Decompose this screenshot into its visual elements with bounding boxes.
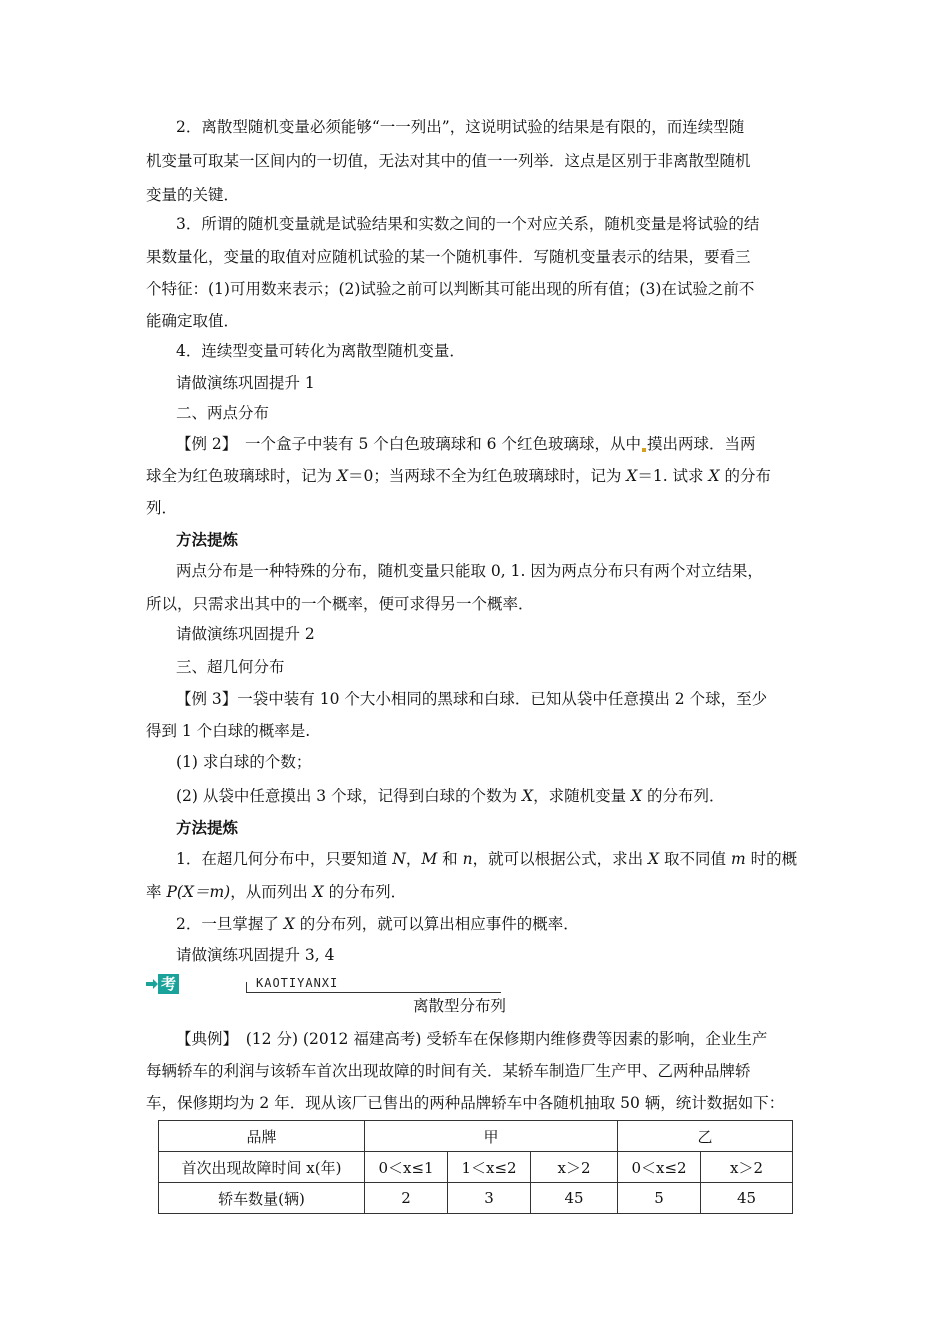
table-cell: 乙 [618, 1121, 793, 1152]
paragraph-line: 机变量可取某一区间内的一切值，无法对其中的值一一列举．这点是区别于非离散型随机 [146, 152, 751, 170]
banner-subtitle: KAOTIYANXI [256, 976, 339, 990]
method-heading: 方法提炼 [176, 531, 239, 549]
paragraph-line: 2．离散型随机变量必须能够“一一列出”，这说明试验的结果是有限的，而连续型随 [176, 118, 745, 136]
table-cell: 品牌 [159, 1121, 365, 1152]
table-cell: 1＜x≤2 [448, 1152, 531, 1183]
case-line: 车，保修期均为 2 年．现从该厂已售出的两种品牌轿车中各随机抽取 50 辆，统计数据如下： [146, 1094, 785, 1112]
table-row [159, 1121, 793, 1152]
example-3-line: 得到 1 个白球的概率是. [146, 722, 311, 740]
question-1: (1) 求白球的个数； [176, 753, 312, 771]
table-cell: x＞2 [701, 1152, 793, 1183]
table-cell: 45 [531, 1183, 618, 1214]
statistics-table [158, 1120, 793, 1214]
case-line: 【典例】 (12 分) (2012 福建高考) 受轿车在保修期内维修费等因素的影响，企业生产 [176, 1030, 768, 1048]
example-2-line: 球全为红色玻璃球时，记为 X＝0；当两球不全为红色玻璃球时，记为 X＝1. 试求 X 的分布 [146, 467, 771, 485]
table-cell: x＞2 [531, 1152, 618, 1183]
stray-mark [642, 448, 646, 452]
table-row [159, 1152, 793, 1183]
table-cell: 首次出现故障时间 x(年) [159, 1152, 365, 1183]
practice-note: 请做演练巩固提升 2 [176, 625, 315, 643]
paragraph-line: 1．在超几何分布中，只要知道 N，M 和 n，就可以根据公式，求出 X 取不同值 m 时的概 [176, 850, 798, 868]
table-cell: 2 [365, 1183, 448, 1214]
case-line: 每辆轿车的利润与该轿车首次出现故障的时间有关．某轿车制造厂生产甲、乙两种品牌轿 [146, 1062, 751, 1080]
example-2-line: 【例 2】 一个盒子中装有 5 个白色玻璃球和 6 个红色玻璃球，从中 摸出两球．当两 [176, 435, 756, 453]
banner-tag: 考题研析 [158, 974, 179, 994]
table-cell: 轿车数量(辆) [159, 1183, 365, 1214]
banner-rule [246, 992, 501, 993]
case-title: 离散型分布列 [413, 997, 507, 1015]
paragraph-line: 3．所谓的随机变量就是试验结果和实数之间的一个对应关系，随机变量是将试验的结 [176, 215, 760, 233]
paragraph-line: 能确定取值． [146, 312, 240, 330]
question-2: (2) 从袋中任意摸出 3 个球，记得到白球的个数为 X，求随机变量 X 的分布列． [176, 787, 725, 805]
example-2-line: 列． [146, 499, 178, 517]
method-heading: 方法提炼 [176, 819, 239, 837]
example-3-line: 【例 3】一袋中装有 10 个大小相同的黑球和白球．已知从袋中任意摸出 2 个球，至少 [176, 690, 768, 708]
practice-note: 请做演练巩固提升 3, 4 [176, 946, 335, 964]
arrow-icon [146, 979, 158, 989]
table-cell: 5 [618, 1183, 701, 1214]
paragraph-line: 个特征：(1)可用数来表示；(2)试验之前可以判断其可能出现的所有值；(3)在试验之前不 [146, 280, 755, 298]
paragraph-line: 4．连续型变量可转化为离散型随机变量． [176, 342, 465, 360]
table-cell: 3 [448, 1183, 531, 1214]
paragraph-line: 率 P(X＝m)，从而列出 X 的分布列． [146, 883, 407, 901]
paragraph-line: 2．一旦掌握了 X 的分布列，就可以算出相应事件的概率． [176, 915, 579, 933]
paragraph-line: 所以，只需求出其中的一个概率，便可求得另一个概率． [146, 595, 534, 613]
practice-note: 请做演练巩固提升 1 [176, 374, 315, 392]
table-row [159, 1183, 793, 1214]
table-cell: 甲 [365, 1121, 618, 1152]
paragraph-line: 果数量化，变量的取值对应随机试验的某一个随机事件．写随机变量表示的结果，要看三 [146, 248, 751, 266]
table-cell: 0＜x≤1 [365, 1152, 448, 1183]
table-cell: 0＜x≤2 [618, 1152, 701, 1183]
section-heading: 三、超几何分布 [176, 658, 285, 676]
paragraph-line: 变量的关键． [146, 186, 240, 204]
section-heading: 二、两点分布 [176, 404, 270, 422]
table-cell: 45 [701, 1183, 793, 1214]
paragraph-line: 两点分布是一种特殊的分布，随机变量只能取 0, 1. 因为两点分布只有两个对立结果， [176, 562, 763, 580]
